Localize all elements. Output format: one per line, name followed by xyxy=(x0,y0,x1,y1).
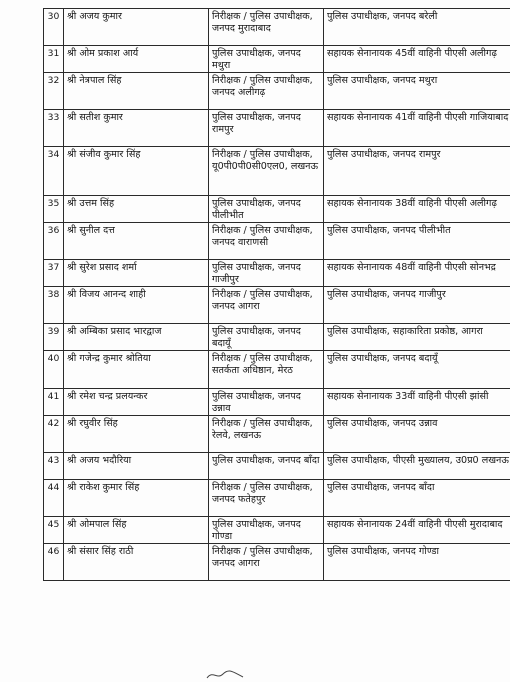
officer-name: श्री राकेश कुमार सिंह xyxy=(64,480,209,517)
table-row xyxy=(44,147,510,196)
officer-name: श्री गजेन्द्र कुमार श्रोतिया xyxy=(64,351,209,389)
current-posting: निरीक्षक / पुलिस उपाधीक्षक, जनपद आगरा xyxy=(209,544,324,581)
current-posting: पुलिस उपाधीक्षक, जनपद रामपुर xyxy=(209,110,324,147)
table-row xyxy=(44,351,510,389)
serial-number: 34 xyxy=(44,147,64,196)
current-posting: निरीक्षक / पुलिस उपाधीक्षक, जनपद आगरा xyxy=(209,287,324,324)
serial-number: 31 xyxy=(44,46,64,73)
serial-number: 37 xyxy=(44,260,64,287)
officer-name: श्री संसार सिंह राठी xyxy=(64,544,209,581)
new-posting: सहायक सेनानायक 33वीं वाहिनी पीएसी झांसी xyxy=(324,389,510,416)
new-posting: पुलिस उपाधीक्षक, जनपद पीलीभीत xyxy=(324,223,510,260)
table-row xyxy=(44,480,510,517)
serial-number: 43 xyxy=(44,453,64,480)
table-row xyxy=(44,517,510,544)
officer-name: श्री अजय भदौरिया xyxy=(64,453,209,480)
new-posting: सहायक सेनानायक 38वीं वाहिनी पीएसी अलीगढ़ xyxy=(324,196,510,223)
new-posting: सहायक सेनानायक 24वीं वाहिनी पीएसी मुरादाबाद xyxy=(324,517,510,544)
new-posting: पुलिस उपाधीक्षक, जनपद उन्नाव xyxy=(324,416,510,453)
current-posting: पुलिस उपाधीक्षक, जनपद गाजीपुर xyxy=(209,260,324,287)
serial-number: 38 xyxy=(44,287,64,324)
serial-number: 40 xyxy=(44,351,64,389)
new-posting: पुलिस उपाधीक्षक, जनपद बरेली xyxy=(324,9,510,46)
current-posting: पुलिस उपाधीक्षक, जनपद पीलीभीत xyxy=(209,196,324,223)
new-posting: पुलिस उपाधीक्षक, जनपद गोण्डा xyxy=(324,544,510,581)
table-row xyxy=(44,389,510,416)
current-posting: पुलिस उपाधीक्षक, जनपद मथुरा xyxy=(209,46,324,73)
current-posting: निरीक्षक / पुलिस उपाधीक्षक, सतर्कता अधिष्ठान, मेरठ xyxy=(209,351,324,389)
table-row xyxy=(44,110,510,147)
serial-number: 36 xyxy=(44,223,64,260)
table-row xyxy=(44,73,510,110)
current-posting: निरीक्षक / पुलिस उपाधीक्षक, जनपद अलीगढ़ xyxy=(209,73,324,110)
officer-name: श्री रघुवीर सिंह xyxy=(64,416,209,453)
current-posting: निरीक्षक / पुलिस उपाधीक्षक, जनपद फतेहपुर xyxy=(209,480,324,517)
table-row xyxy=(44,544,510,581)
transfer-table xyxy=(43,8,510,581)
current-posting: पुलिस उपाधीक्षक, जनपद उन्नाव xyxy=(209,389,324,416)
officer-name: श्री सुनील दत्त xyxy=(64,223,209,260)
table-row xyxy=(44,9,510,46)
new-posting: पुलिस उपाधीक्षक, सहाकारिता प्रकोष्ठ, आगरा xyxy=(324,324,510,351)
new-posting: पुलिस उपाधीक्षक, जनपद बाँदा xyxy=(324,480,510,517)
officer-name: श्री अजय कुमार xyxy=(64,9,209,46)
table-row xyxy=(44,46,510,73)
current-posting: निरीक्षक / पुलिस उपाधीक्षक, रेलवे, लखनऊ xyxy=(209,416,324,453)
officer-name: श्री संजीव कुमार सिंह xyxy=(64,147,209,196)
serial-number: 44 xyxy=(44,480,64,517)
new-posting: सहायक सेनानायक 45वीं वाहिनी पीएसी अलीगढ़ xyxy=(324,46,510,73)
current-posting: पुलिस उपाधीक्षक, जनपद गोण्डा xyxy=(209,517,324,544)
serial-number: 46 xyxy=(44,544,64,581)
new-posting: पुलिस उपाधीक्षक, जनपद गाजीपुर xyxy=(324,287,510,324)
officer-name: श्री विजय आनन्द शाही xyxy=(64,287,209,324)
table-row xyxy=(44,416,510,453)
serial-number: 42 xyxy=(44,416,64,453)
current-posting: निरीक्षक / पुलिस उपाधीक्षक, यू0पी0पी0सी0एल0, लखनऊ xyxy=(209,147,324,196)
transfer-table-body xyxy=(44,9,510,581)
table-row xyxy=(44,324,510,351)
table-row xyxy=(44,287,510,324)
officer-name: श्री अम्बिका प्रसाद भारद्वाज xyxy=(64,324,209,351)
officer-name: श्री सतीश कुमार xyxy=(64,110,209,147)
current-posting: पुलिस उपाधीक्षक, जनपद बाँदा xyxy=(209,453,324,480)
new-posting: सहायक सेनानायक 41वीं वाहिनी पीएसी गाजियाबाद xyxy=(324,110,510,147)
officer-name: श्री नेत्रपाल सिंह xyxy=(64,73,209,110)
serial-number: 35 xyxy=(44,196,64,223)
table-row xyxy=(44,196,510,223)
table-row xyxy=(44,260,510,287)
officer-name: श्री ओमपाल सिंह xyxy=(64,517,209,544)
current-posting: पुलिस उपाधीक्षक, जनपद बदायूँ xyxy=(209,324,324,351)
officer-name: श्री उत्तम सिंह xyxy=(64,196,209,223)
serial-number: 45 xyxy=(44,517,64,544)
table-row xyxy=(44,453,510,480)
new-posting: पुलिस उपाधीक्षक, जनपद मथुरा xyxy=(324,73,510,110)
serial-number: 32 xyxy=(44,73,64,110)
officer-name: श्री सुरेश प्रसाद शर्मा xyxy=(64,260,209,287)
current-posting: निरीक्षक / पुलिस उपाधीक्षक, जनपद मुरादाबाद xyxy=(209,9,324,46)
signature-mark xyxy=(205,668,245,682)
new-posting: सहायक सेनानायक 48वीं वाहिनी पीएसी सोनभद्र xyxy=(324,260,510,287)
serial-number: 39 xyxy=(44,324,64,351)
officer-name: श्री रमेश चन्द्र प्रलयन्कर xyxy=(64,389,209,416)
new-posting: पुलिस उपाधीक्षक, जनपद बदायूँ xyxy=(324,351,510,389)
serial-number: 30 xyxy=(44,9,64,46)
new-posting: पुलिस उपाधीक्षक, जनपद रामपुर xyxy=(324,147,510,196)
serial-number: 33 xyxy=(44,110,64,147)
serial-number: 41 xyxy=(44,389,64,416)
table-row xyxy=(44,223,510,260)
new-posting: पुलिस उपाधीक्षक, पीएसी मुख्यालय, उ0प्र0 लखनऊ xyxy=(324,453,510,480)
officer-name: श्री ओम प्रकाश आर्य xyxy=(64,46,209,73)
current-posting: निरीक्षक / पुलिस उपाधीक्षक, जनपद वाराणसी xyxy=(209,223,324,260)
